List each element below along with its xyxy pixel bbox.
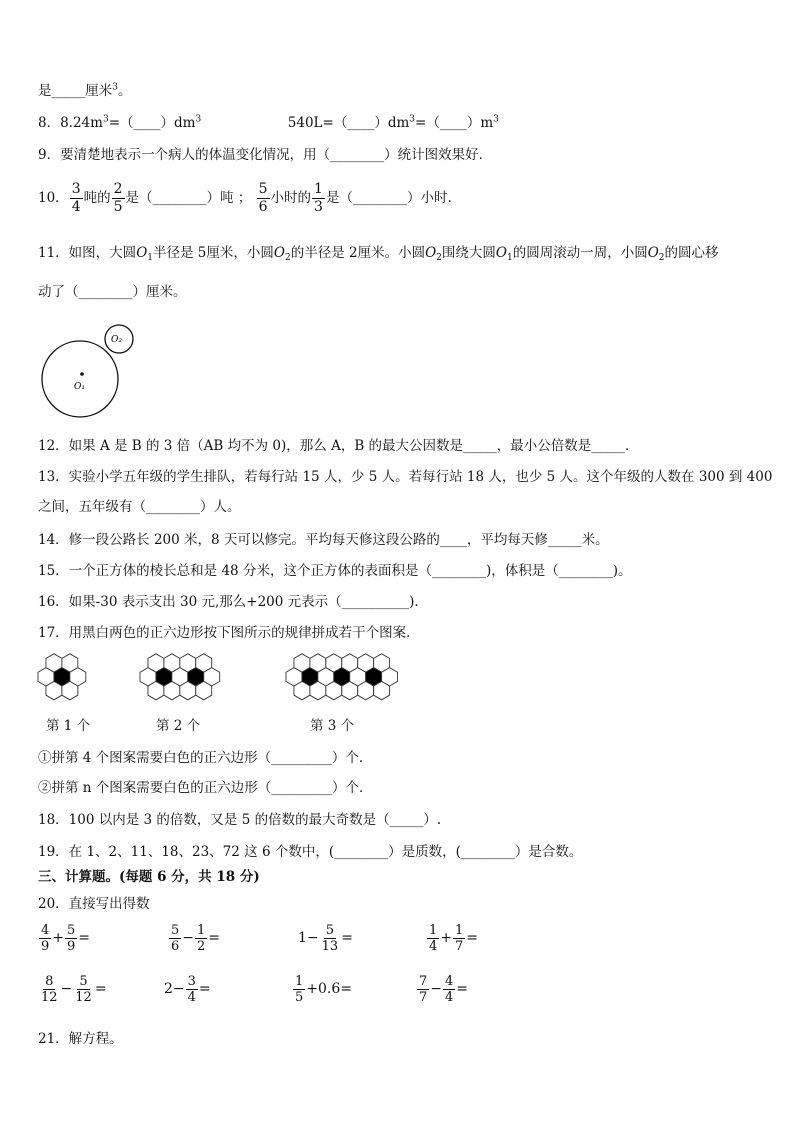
question-17-part-b: ②拼第 n 个图案需要白色的正六边形（_________）个． (38, 780, 373, 796)
section-3-heading: 三、计算题。(每题 6 分，共 18 分) (38, 869, 260, 885)
big-circle (42, 341, 118, 417)
fraction: $\frac{1}{7}$ (455, 922, 464, 954)
calc-r2c4: $\frac{7}{7}$ − $\frac{4}{4}$ = (419, 973, 469, 1005)
question-9: 9．要清楚地表示一个病人的体温变化情况，用（________）统计图效果好． (38, 147, 493, 163)
question-11-line2: 动了（________）厘米。 (38, 284, 187, 300)
hexagon-patterns (38, 654, 398, 700)
white-hexagon (164, 681, 180, 699)
fraction: $\frac{4}{4}$ (445, 973, 454, 1005)
question-15: 15．一个正方体的棱长总和是 48 分米，这个正方体的表面积是（________)，体积是（________)。 (38, 563, 632, 579)
big-circle-label: O₁ (74, 382, 85, 392)
question-13-line1: 13．实验小学五年级的学生排队，若每行站 15 人，少 5 人。若每行站 18 人，也少 5 人。这个年级的人数在 300 到 400 (38, 469, 773, 485)
big-circle-center (80, 372, 84, 376)
white-hexagon (180, 681, 196, 699)
question-10: 10． $\frac{3}{4}$ 吨的 $\frac{2}{5}$ 是（________）吨 ； $\frac{5}{6}$ 小时的 $\frac{1}{3}$ 是（________）小时. (38, 181, 452, 215)
calc-r2c2: 2− $\frac{3}{4}$ = (164, 973, 211, 1005)
calc-r1c3: 1− $\frac{5}{13}$ = (298, 922, 353, 954)
white-hexagon (46, 681, 62, 699)
question-17-part-a: ①拼第 4 个图案需要白色的正六边形（_________）个． (38, 750, 373, 766)
hexagon-patterns-figure (36, 652, 416, 708)
q7-tail: 是_____厘米$^3$。 (38, 82, 132, 99)
calc-r2c3: $\frac{1}{5}$ +0.6= (295, 973, 353, 1005)
white-hexagon (196, 681, 212, 699)
question-13-line2: 之间，五年级有（________）人。 (38, 499, 241, 515)
fraction: $\frac{8}{12}$ (41, 973, 58, 1005)
small-circle-label: O₂ (111, 335, 122, 345)
calc-r1c4: $\frac{1}{4}$ + $\frac{1}{7}$ = (429, 922, 479, 954)
white-hexagon (62, 681, 78, 699)
white-hexagon (374, 681, 390, 699)
fraction: $\frac{4}{9}$ (41, 922, 50, 954)
question-17: 17．用黑白两色的正六边形按下图所示的规律拼成若干个图案． (38, 625, 420, 641)
fraction: $\frac{1}{4}$ (429, 922, 438, 954)
white-hexagon (342, 681, 358, 699)
question-12: 12．如果 A 是 B 的 3 倍（AB 均不为 0)，那么 A，B 的最大公因数是_____，最小公倍数是_____． (38, 438, 639, 454)
pattern-caption-3: 第 3 个 (310, 718, 355, 734)
white-hexagon (358, 681, 374, 699)
fraction: $\frac{5}{9}$ (67, 922, 76, 954)
question-19: 19．在 1、2、11、18、23、72 这 6 个数中，(________）是质数，(________）是合数。 (38, 844, 583, 860)
question-14: 14．修一段公路长 200 米，8 天可以修完。平均每天修这段公路的____，平均每天修_____米。 (38, 532, 609, 548)
fraction: $\frac{3}{4}$ (187, 973, 196, 1005)
white-hexagon (294, 681, 310, 699)
calc-r1c1: $\frac{4}{9}$ + $\frac{5}{9}$ = (41, 922, 91, 954)
circles-figure (38, 322, 148, 422)
question-18: 18．100 以内是 3 的倍数，又是 5 的倍数的最大奇数是（_____）. (38, 812, 442, 828)
fraction: $\frac{5}{12}$ (75, 973, 92, 1005)
fraction: $\frac{1}{5}$ (295, 973, 304, 1005)
question-8: 8．$8.24m^3=(\_\_\_\_)dm^3$ $540L=(\_\_\_\_)dm^3=(\_\_\_\_)m^3$ (38, 114, 499, 131)
fraction: $\frac{7}{7}$ (419, 973, 428, 1005)
question-20: 20．直接写出得数 (38, 896, 150, 912)
fraction: $\frac{5}{13}$ (321, 922, 339, 954)
white-hexagon (148, 681, 164, 699)
calc-r2c1: $\frac{8}{12}$ − $\frac{5}{12}$ = (41, 973, 107, 1005)
fraction: $\frac{5}{6}$ (171, 922, 180, 954)
question-16: 16．如果-30 表示支出 30 元,那么+200 元表示（__________)． (38, 594, 428, 610)
fraction: $\frac{1}{3}$ (314, 181, 323, 215)
fraction: $\frac{3}{4}$ (71, 181, 81, 215)
question-11-line1: 11．如图，大圆$O_1$半径是 5厘米，小圆$O_2$的半径是 2厘米。小圆$O_2$围绕大圆$O_1$的圆周滚动一周，小圆$O_2$的圆心移 (38, 245, 719, 263)
white-hexagon (310, 681, 326, 699)
white-hexagon (326, 681, 342, 699)
pattern-caption-2: 第 2 个 (156, 718, 201, 734)
fraction: $\frac{2}{5}$ (113, 181, 123, 215)
question-21: 21．解方程。 (38, 1031, 123, 1047)
pattern-caption-1: 第 1 个 (46, 718, 91, 734)
fraction: $\frac{1}{2}$ (197, 922, 206, 954)
calc-r1c2: $\frac{5}{6}$ − $\frac{1}{2}$ = (171, 922, 221, 954)
fraction: $\frac{5}{6}$ (258, 181, 268, 215)
